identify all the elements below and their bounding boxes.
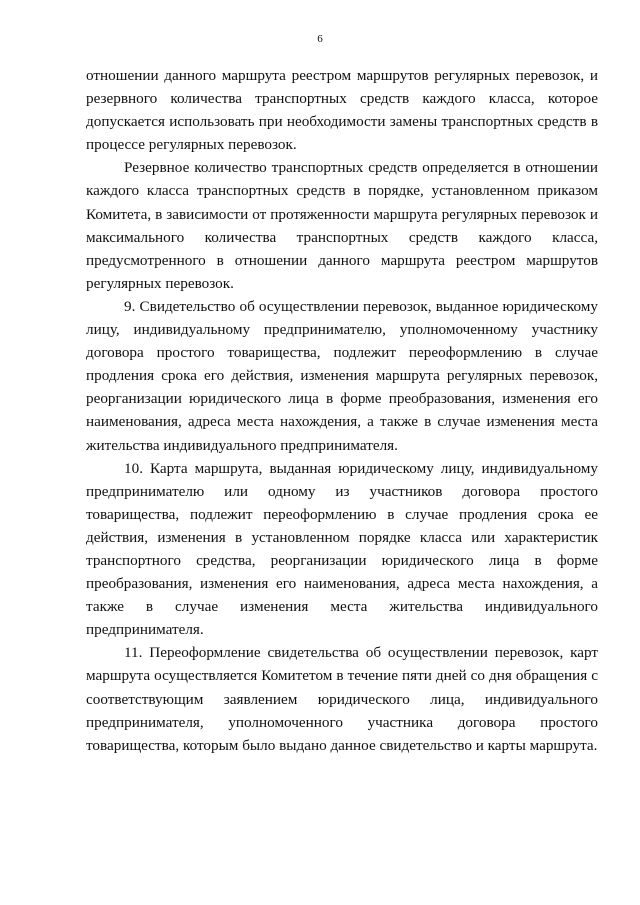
paragraph-reserve-quantity: Резервное количество транспортных средств определяется в отношении каждого класса транспортных средств в порядке, установленном приказом Комитета, в зависимости от протяженности маршрута регулярных перевозок и максимального количества транспортных средств каждого класса, предусмотренного в отношении данного маршрута реестром маршрутов регулярных перевозок. [86,159,598,292]
paragraph-item-11: 11. Переоформление свидетельства об осуществлении перевозок, карт маршрута осуществляется Комитетом в течение пяти дней со дня обращения с соответствующим заявлением юридического лица, индивидуального предпринимателя, уполномоченного участника договора простого товарищества, которым было выдано данное свидетельство и карты маршрута. [86,644,598,754]
paragraph-continuation: отношении данного маршрута реестром маршрутов регулярных перевозок, и резервного количества транспортных средств каждого класса, которое допускается использовать при необходимости замены транспортных средств в процессе регулярных перевозок. [86,67,598,154]
paragraph-item-9: 9. Свидетельство об осуществлении перевозок, выданное юридическому лицу, индивидуальному предпринимателю, уполномоченному участнику договора простого товарищества, подлежит переоформлению в случае продления срока его действия, изменения маршрута регулярных перевозок, реорганизации юридического лица в форме преобразования, изменения его наименования, адреса места нахождения, а также в случае изменения места жительства индивидуального предпринимателя. [86,297,598,454]
paragraph-item-10: 10. Карта маршрута, выданная юридическому лицу, индивидуальному предпринимателю или одному из участников договора простого товарищества, подлежит переоформлению в случае продления срока ее действия, изменения в установленном порядке класса или характеристик транспортного средства, реорганизации юридического лица в форме преобразования, изменения его наименования, адреса места нахождения, а также в случае изменения места жительства индивидуального предпринимателя. [86,459,598,639]
page-number: 6 [317,33,323,45]
document-body [86,64,598,757]
